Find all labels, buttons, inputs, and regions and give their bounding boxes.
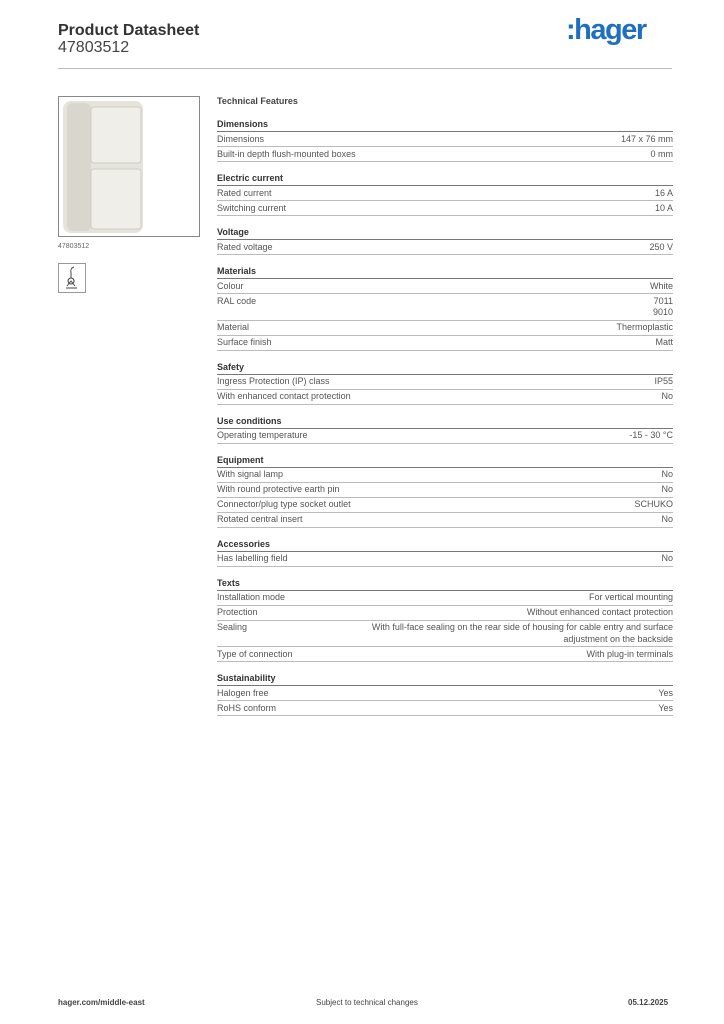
feature-label: With enhanced contact protection: [217, 391, 351, 401]
image-caption: 47803512: [58, 243, 90, 250]
table-row: [217, 468, 673, 483]
table-row: [217, 240, 673, 255]
table-row: [217, 294, 673, 321]
feature-value: No: [661, 484, 673, 494]
feature-label: Sealing: [217, 622, 248, 632]
feature-section: [217, 453, 673, 528]
feature-value: With plug-in terminals: [586, 648, 673, 659]
table-row: [217, 375, 673, 390]
feature-label: Protection: [217, 607, 258, 617]
footer-date: 05.12.2025: [628, 998, 669, 1007]
feature-value: No: [661, 391, 673, 401]
table-row: [217, 591, 673, 606]
table-row: [217, 647, 673, 662]
table-row: [217, 279, 673, 294]
feature-label: RoHS conform: [217, 702, 277, 713]
feature-label: Rated voltage: [217, 241, 273, 252]
product-number: 47803512: [58, 39, 130, 56]
table-row: [217, 186, 673, 201]
feature-value: 10 A: [654, 202, 673, 213]
table-row: [217, 498, 673, 513]
feature-label: Rotated central insert: [217, 514, 303, 524]
section-heading: Voltage: [217, 225, 673, 240]
feature-section: [217, 537, 673, 567]
section-heading: Safety: [217, 360, 673, 375]
feature-label: Rated current: [217, 187, 272, 198]
table-row: [217, 621, 673, 648]
feature-value: For vertical mounting: [588, 592, 673, 602]
feature-value: With full-face sealing on the rear side of housing for cable entry and surface adjustment on the backside: [371, 622, 673, 644]
feature-value: 7011 9010: [652, 295, 673, 317]
section-heading: Electric current: [217, 171, 673, 186]
feature-section: [217, 117, 673, 162]
feature-label: With signal lamp: [217, 469, 284, 479]
table-row: [217, 429, 673, 444]
feature-label: Operating temperature: [217, 430, 308, 440]
technical-features-table: [217, 117, 673, 725]
section-heading: Texts: [217, 576, 673, 591]
feature-label: With round protective earth pin: [217, 484, 340, 494]
feature-value: Yes: [658, 687, 673, 698]
section-heading: Materials: [217, 264, 673, 279]
feature-label: Built-in depth flush-mounted boxes: [217, 148, 356, 159]
feature-label: Has labelling field: [217, 553, 288, 563]
product-image: [58, 96, 200, 237]
feature-value: SCHUKO: [634, 499, 673, 509]
feature-label: Switching current: [217, 202, 287, 213]
feature-value: Yes: [658, 702, 673, 713]
section-heading: Dimensions: [217, 117, 673, 132]
feature-label: Dimensions: [217, 133, 265, 144]
table-row: [217, 147, 673, 162]
feature-value: 250 V: [649, 241, 673, 252]
table-row: [217, 513, 673, 528]
technical-features-heading: Technical Features: [217, 96, 298, 106]
feature-value: No: [661, 553, 673, 563]
feature-value: IP55: [654, 376, 673, 386]
feature-label: Ingress Protection (IP) class: [217, 376, 330, 386]
feature-section: [217, 576, 673, 663]
feature-section: [217, 264, 673, 351]
feature-section: [217, 414, 673, 444]
table-row: [217, 201, 673, 216]
section-heading: Use conditions: [217, 414, 673, 429]
feature-value: 147 x 76 mm: [620, 133, 673, 144]
table-row: [217, 686, 673, 701]
installation-symbol-icon: [58, 263, 86, 293]
feature-value: No: [661, 469, 673, 479]
feature-label: Halogen free: [217, 687, 269, 698]
table-row: [217, 606, 673, 621]
feature-value: Thermoplastic: [616, 322, 673, 332]
feature-value: Matt: [655, 337, 673, 347]
feature-label: Surface finish: [217, 337, 272, 347]
table-row: [217, 552, 673, 567]
header-divider: [58, 68, 672, 69]
feature-label: Material: [217, 322, 250, 332]
feature-value: -15 - 30 °C: [629, 430, 673, 440]
footer-notice: Subject to technical changes: [316, 998, 418, 1007]
feature-label: Installation mode: [217, 592, 286, 602]
table-row: [217, 390, 673, 405]
table-row: [217, 321, 673, 336]
feature-value: 16 A: [654, 187, 673, 198]
feature-section: [217, 360, 673, 405]
feature-value: 0 mm: [650, 148, 673, 159]
feature-value: White: [649, 280, 673, 291]
hager-logo: :hager: [566, 14, 646, 46]
table-row: [217, 336, 673, 351]
feature-label: Colour: [217, 280, 244, 291]
feature-label: RAL code: [217, 295, 257, 306]
feature-section: [217, 671, 673, 716]
feature-section: [217, 171, 673, 216]
table-row: [217, 483, 673, 498]
feature-label: Type of connection: [217, 648, 293, 659]
feature-value: Without enhanced contact protection: [526, 607, 673, 617]
table-row: [217, 701, 673, 716]
table-row: [217, 132, 673, 147]
footer-website: hager.com/middle-east: [58, 998, 145, 1007]
feature-label: Connector/plug type socket outlet: [217, 499, 351, 509]
section-heading: Equipment: [217, 453, 673, 468]
section-heading: Sustainability: [217, 671, 673, 686]
feature-value: No: [661, 514, 673, 524]
feature-section: [217, 225, 673, 255]
page-title: Product Datasheet: [58, 22, 200, 39]
section-heading: Accessories: [217, 537, 673, 552]
